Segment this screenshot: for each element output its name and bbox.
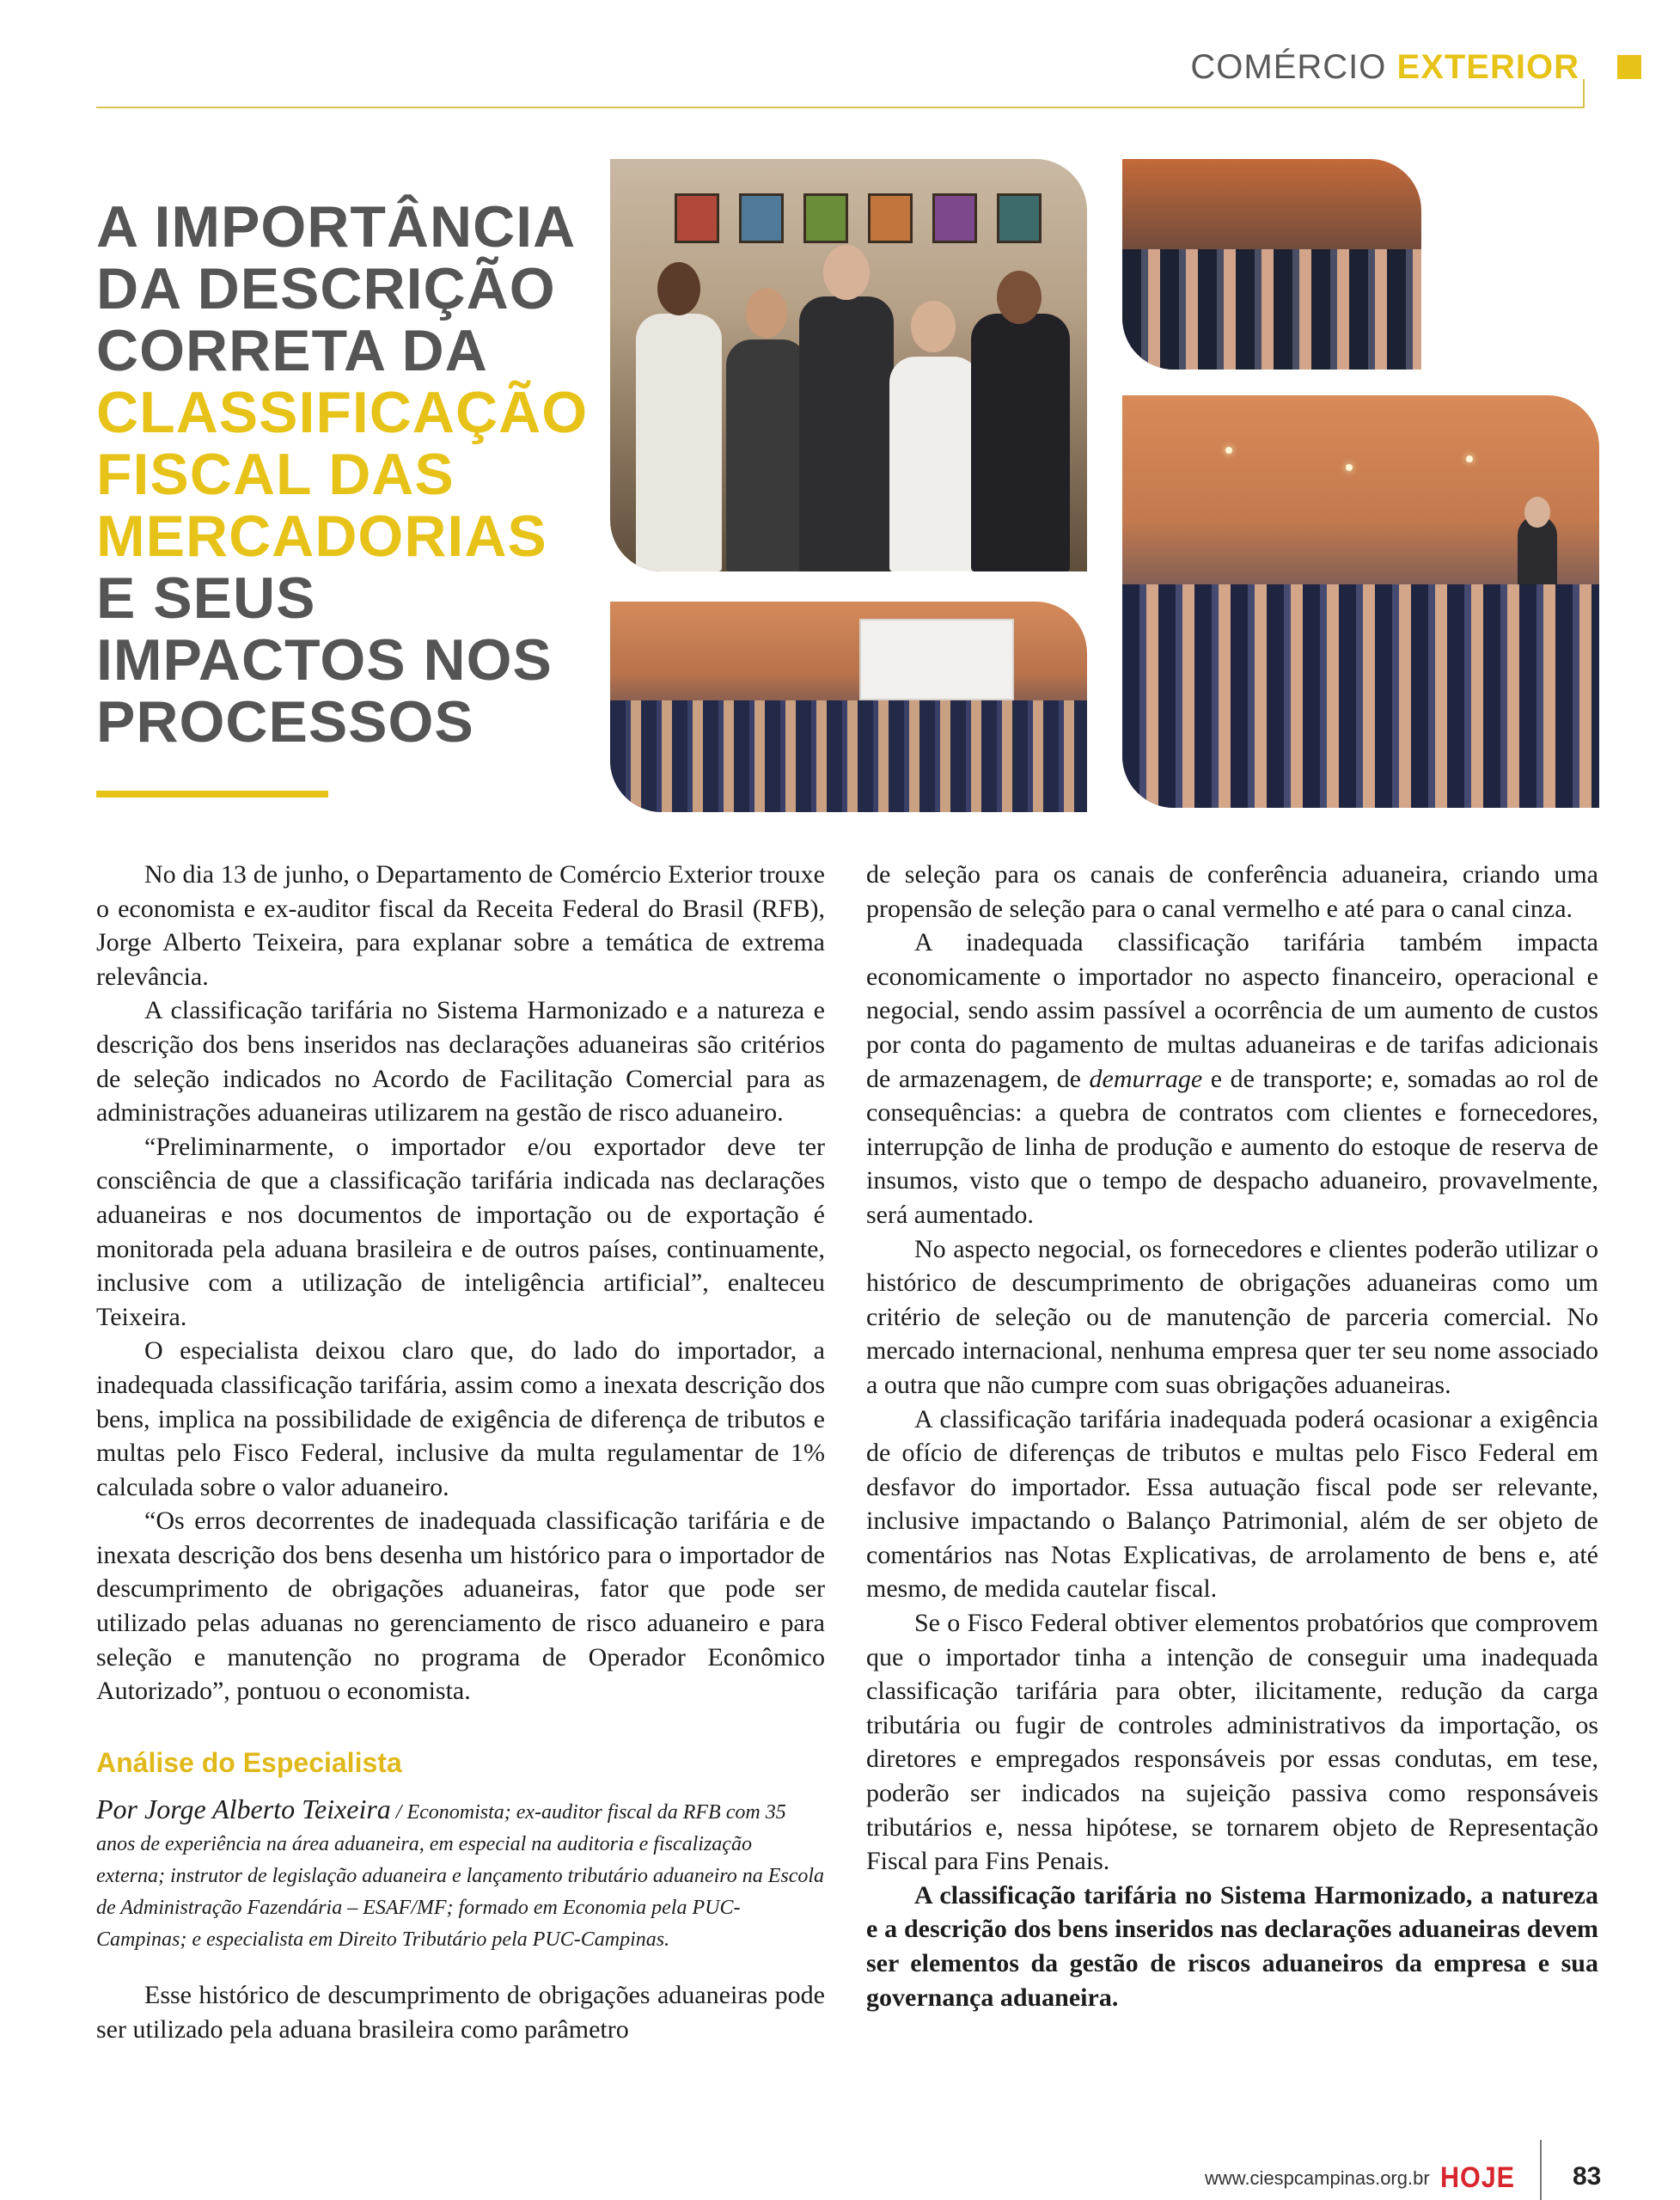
title-line: CORRETA DA: [96, 318, 488, 383]
wall-painting: [932, 193, 977, 243]
person-figure: [799, 296, 894, 571]
paragraph: No aspecto negocial, os fornecedores e clientes poderão utilizar o histórico de descumprimento de obrigações aduaneiras como um critério de seleção ou de manutenção de parceria comercial. No mercado internacional, nenhuma empresa quer ter seu nome associado a outra que não cumpre com suas obrigações aduaneiras.: [866, 1234, 1598, 1399]
section-highlight: EXTERIOR: [1396, 48, 1579, 86]
wall-painting: [739, 193, 784, 243]
audience-speaker-photo: [1122, 395, 1599, 808]
header-rule: [96, 107, 1585, 108]
footer-divider: [1540, 2140, 1542, 2200]
paragraph: O especialista deixou claro que, do lado do importador, a inadequada classificação tarifária, assim como a inexata descrição dos bens, implica na possibilidade de exigência de diferença de tributos e multas pelo Fisco Federal, inclusive da multa regulamentar de 1% calculada sobre o valor aduaneiro.: [96, 1336, 825, 1501]
paragraph: A classificação tarifária no Sistema Harmonizado e a natureza e descrição dos bens inseridos nas declarações aduaneiras são critérios de seleção indicados no Acordo de Facilitação Comercial para as administrações aduaneiras utilizarem na gestão de risco aduaneiro.: [96, 996, 825, 1128]
person-head: [911, 301, 956, 352]
projection-screen: [859, 619, 1014, 700]
paragraph: [866, 926, 1598, 1231]
group-photo: [610, 159, 1087, 571]
audience-seats: [1122, 584, 1599, 808]
wall-painting: [868, 193, 913, 243]
paragraph: Esse histórico de descumprimento de obrigações aduaneiras pode ser utilizado pela aduana brasileira como parâmetro: [96, 1981, 825, 2044]
paragraph: “Os erros decorrentes de inadequada classificação tarifária e de inexata descrição dos bens desenha um histórico para o importador de descumprimento de obrigações aduaneiras, fator que pode ser utilizado pelas aduanas no gerenciamento de risco aduaneiro e para seleção e manutenção no programa de Operador Econômico Autorizado”, pontuou o economista.: [96, 1506, 825, 1706]
wall-painting: [997, 193, 1042, 243]
title-line: E SEUS: [96, 565, 316, 631]
footer-url: www.ciespcampinas.org.br: [1205, 2167, 1430, 2189]
header-rule-tick: [1583, 79, 1585, 108]
person-figure: [889, 357, 980, 571]
title-line-highlight: MERCADORIAS: [96, 504, 547, 569]
title-line-highlight: CLASSIFICAÇÃO: [96, 380, 589, 445]
ceiling-lamp: [1346, 464, 1353, 471]
person-head: [657, 262, 700, 315]
page-number: 83: [1573, 2162, 1602, 2191]
ceiling-lamp: [1225, 447, 1232, 454]
title-line: A IMPORTÂNCIA: [96, 194, 577, 260]
author-bio-text: / Economista; ex-auditor fiscal da RFB com 35 anos de experiência na área aduaneira, em especial na auditoria e fiscalização externa; instrutor de legislação aduaneira e lançamento tributário aduaneiro na Escola de Administração Fazendária – ESAF/MF; formado em Economia pela PUC-Campinas; e especialista em Direito Tributário pela PUC-Campinas.: [96, 1801, 825, 1952]
person-figure: [971, 314, 1070, 571]
title-line: PROCESSOS: [96, 689, 474, 755]
magazine-logo: HOJE: [1440, 2161, 1515, 2194]
subheading: Análise do Especialista: [96, 1746, 402, 1778]
closing-paragraph: A classificação tarifária no Sistema Harmonizado, a natureza e a descrição dos bens inseridos nas declarações aduaneiras devem ser elementos da gestão de riscos aduaneiros da empresa e sua governança aduaneira.: [866, 1880, 1598, 2012]
author-byline: Por Jorge Alberto Teixeira: [96, 1794, 391, 1825]
wall-painting: [675, 193, 719, 243]
paragraph-text: A inadequada classificação tarifária também impacta economicamente o importador no aspecto financeiro, operacional e negocial, sendo assim passível a ocorrência de um aumento de custos por conta do pagamento de multas aduaneiras e de tarifas adicionais de armazenagem, de: [866, 928, 1598, 1093]
person-figure: [726, 339, 808, 571]
paragraph: Se o Fisco Federal obtiver elementos probatórios que comprovem que o importador tinha a intenção de conseguir uma inadequada classificação tarifária para obter, ilicitamente, redução da carga tributária ou fugir de controles administrativos da importação, os diretores e empregados responsáveis por essas condutas, em tese, poderão ser indicados na sujeição passiva como responsáveis tributários e, nessa hipótese, se tornarem objeto de Representação Fiscal para Fins Penais.: [866, 1609, 1598, 1876]
section-square-icon: [1617, 55, 1641, 79]
title-line: DA DESCRIÇÃO: [96, 256, 556, 321]
person-figure: [636, 314, 722, 571]
author-bio: [96, 1794, 825, 1956]
audience-photo-small: [1122, 159, 1421, 370]
article-column-right: [866, 858, 1598, 2014]
title-underline: [96, 791, 328, 798]
paragraph-text: e de transporte; e, somadas ao rol de consequências: a quebra de contratos com clientes e fornecedores, interrupção de linha de produção e aumento do estoque de reserva de insumos, visto que o tempo de despacho aduaneiro, provavelmente, será aumentado.: [866, 1064, 1598, 1229]
section-header: [1177, 48, 1641, 96]
section-label: [1190, 48, 1579, 87]
article-column-left: [96, 858, 825, 2047]
title-line-highlight: FISCAL DAS: [96, 442, 455, 507]
italic-term: demurrage: [1089, 1064, 1203, 1093]
article-title: [96, 194, 589, 755]
audience-seats: [1122, 249, 1421, 370]
paragraph: A classificação tarifária inadequada poderá ocasionar a exigência de ofício de diferenças de tributos e multas pelo Fisco Federal em desfavor do importador. Essa autuação fiscal pode ser relevante, inclusive impactando o Balanço Patrimonial, além de ser objeto de comentários nas Notas Explicativas, de arrolamento de bens e, até mesmo, de medida cautelar fiscal.: [866, 1404, 1598, 1604]
speaker-head: [1524, 497, 1550, 528]
paragraph: No dia 13 de junho, o Departamento de Comércio Exterior trouxe o economista e ex-auditor fiscal da Receita Federal do Brasil (RFB), Jorge Alberto Teixeira, para explanar sobre a temática de extrema relevância.: [96, 860, 825, 991]
person-head: [823, 245, 870, 300]
paragraph: “Preliminarmente, o importador e/ou exportador deve ter consciência de que a classificação tarifária indicada nas declarações aduaneiras e nos documentos de importação ou de exportação é monitorada pela aduana brasileira e de outros países, continuamente, inclusive com a utilização de inteligência artificial”, enalteceu Teixeira.: [96, 1132, 825, 1331]
wall-painting: [803, 193, 848, 243]
person-head: [997, 271, 1042, 324]
ceiling-lamp: [1466, 455, 1473, 462]
paragraph: de seleção para os canais de conferência aduaneira, criando uma propensão de seleção para o canal vermelho e até para o canal cinza.: [866, 860, 1598, 923]
audience-seats: [610, 700, 1087, 812]
auditorium-photo: [610, 602, 1087, 812]
title-line: IMPACTOS NOS: [96, 627, 553, 693]
person-head: [746, 288, 787, 338]
section-prefix: COMÉRCIO: [1190, 48, 1387, 86]
